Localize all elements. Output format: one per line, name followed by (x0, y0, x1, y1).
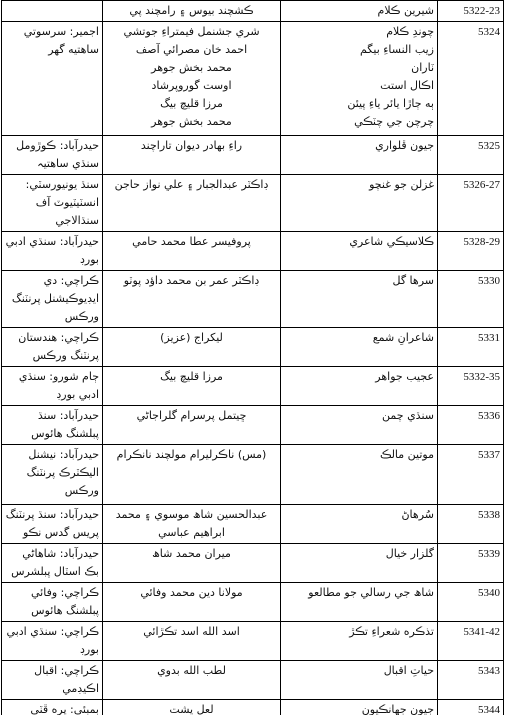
title-text: چوندِ ڪلام (386, 25, 434, 38)
author-cell (103, 622, 281, 661)
author-text: ڪشچند بيوس ۽ رامچند پي (129, 4, 254, 17)
author-text: اوست گوروپرشاد (151, 79, 232, 92)
author-text: ڊاڪٽر عمر بن محمد داؤد پوٽو (123, 274, 260, 287)
title-text: سنڌي چمن (382, 409, 434, 422)
author-text: (مس) ناڪرليرام مولچند نانڪرام (116, 448, 267, 461)
author-cell (103, 406, 281, 445)
title-cell (281, 175, 438, 232)
publisher-cell (2, 22, 103, 136)
title-cell (281, 232, 438, 271)
entry-number-cell (438, 661, 504, 700)
title-text: شاعرانِ شمع (372, 331, 434, 344)
entry-number: 5324 (478, 26, 500, 38)
publisher-text: حيدرآباد: سنڌي ادبي بورڊ (5, 235, 99, 266)
publisher-text: ڄام شورو: سنڌي ادبي بورڊ (18, 370, 99, 401)
author-text: لطب الله بدوي (157, 664, 226, 677)
author-cell (103, 22, 281, 136)
author-cell (103, 700, 281, 715)
author-cell (103, 505, 281, 544)
author-text: ليکراج (عزيز) (160, 331, 223, 344)
author-text: ڇيتمل پرسرام گلراجاڻي (136, 409, 247, 422)
title-text: زيب النساءِ بيگم (359, 43, 434, 56)
title-text: عجيب جواهر (375, 370, 434, 383)
entry-number: 5343 (478, 665, 500, 677)
entry-number: 5331 (478, 332, 500, 344)
title-cell (281, 700, 438, 715)
entry-number: 5326-27 (463, 179, 500, 191)
publisher-cell (2, 406, 103, 445)
author-cell (103, 271, 281, 328)
entry-number: 5344 (478, 704, 500, 715)
publisher-text: سنڌ يونيورسٽي: انسٽيٽيوٽ آف سنڌالاجي (25, 178, 99, 227)
publisher-cell (2, 1, 103, 22)
title-text: شيرين ڪلام (377, 4, 434, 17)
table-row (2, 661, 504, 700)
publisher-text: ڪراچي: وفائي پبلشنگ هائوس (31, 586, 99, 617)
title-cell (281, 505, 438, 544)
publisher-cell (2, 367, 103, 406)
publisher-cell (2, 271, 103, 328)
publisher-text: حيدرآباد: سنڌ پرنٽنگ پريس گدس نڪو (5, 508, 99, 539)
author-cell (103, 232, 281, 271)
entry-number: 5322-23 (463, 5, 500, 17)
entry-number: 5337 (478, 449, 500, 461)
author-text: پروفيسر عطا محمد حامي (132, 235, 251, 248)
entry-number: 5338 (478, 509, 500, 521)
publisher-cell (2, 622, 103, 661)
title-cell (281, 622, 438, 661)
publisher-text: حيدرآباد: شاهاڻي بڪ اسٽال پبلشرس (11, 547, 99, 578)
entry-number-cell (438, 232, 504, 271)
title-text: غزلن جو غنچو (369, 178, 434, 191)
entry-number: 5325 (478, 140, 500, 152)
title-cell (281, 271, 438, 328)
table-row (2, 583, 504, 622)
author-cell (103, 136, 281, 175)
entry-number-cell (438, 445, 504, 505)
title-cell (281, 406, 438, 445)
table-row (2, 700, 504, 715)
table-row (2, 445, 504, 505)
publisher-cell (2, 445, 103, 505)
entry-number-cell (438, 328, 504, 367)
publisher-cell (2, 232, 103, 271)
table-row (2, 505, 504, 544)
publisher-text: حيدرآباد: ڪوڙومل سنڌي ساهتيہ (16, 139, 99, 170)
author-text: احمد خان مصرائي آصف (135, 43, 248, 56)
title-cell (281, 367, 438, 406)
publisher-cell (2, 544, 103, 583)
bibliography-table (1, 0, 504, 715)
entry-number: 5339 (478, 548, 500, 560)
entry-number-cell (438, 544, 504, 583)
publisher-text: ڪراچي: سنڌي ادبي بورڊ (6, 625, 99, 656)
entry-number-cell (438, 367, 504, 406)
title-text: سرها گل (392, 274, 434, 287)
author-cell (103, 367, 281, 406)
table-row (2, 328, 504, 367)
title-text: سُرهاڻ (401, 508, 434, 521)
publisher-text: بمبئي: پره ڦٽي (30, 703, 99, 715)
title-cell (281, 328, 438, 367)
table-body (2, 1, 504, 715)
publisher-text: حيدرآباد: سنڌ پبلشنگ هائوس (31, 409, 99, 440)
author-text: مرزا قليچ بيگ (160, 97, 223, 110)
title-cell (281, 583, 438, 622)
author-text: محمد بخش جوهر (151, 61, 232, 74)
title-cell (281, 445, 438, 505)
author-cell (103, 328, 281, 367)
title-text: موتين مالڪ (379, 448, 434, 461)
title-text: ڪلاسيڪي شاعري (349, 235, 434, 248)
author-cell (103, 583, 281, 622)
table-row (2, 1, 504, 22)
entry-number: 5330 (478, 275, 500, 287)
title-text: جيون ڦلواري (375, 139, 434, 152)
publisher-cell (2, 175, 103, 232)
author-text: راءِ بهادر ديوان تاراچند (140, 139, 243, 152)
title-text: ٻه ڄاڙا يائر ياءِ پيئن (347, 97, 434, 110)
publisher-text: ڪراچي: اقبال اڪيڊمي (34, 664, 99, 695)
author-text: مولانا دين محمد وفائي (140, 586, 243, 599)
title-text: حياتِ اقبال (383, 664, 434, 677)
entry-number-cell (438, 700, 504, 715)
table-row (2, 622, 504, 661)
author-text: اسد الله اسد تڪڙائي (143, 625, 240, 638)
entry-number-cell (438, 622, 504, 661)
publisher-cell (2, 328, 103, 367)
author-cell (103, 661, 281, 700)
author-cell (103, 175, 281, 232)
publisher-text: ڪراچي: دي ايڊيوڪيشنل پرنٽنگ ورڪس (11, 274, 99, 323)
publisher-cell (2, 136, 103, 175)
table-row (2, 544, 504, 583)
table-row (2, 22, 504, 136)
entry-number: 5332-35 (463, 371, 500, 383)
entry-number-cell (438, 271, 504, 328)
title-cell (281, 136, 438, 175)
author-text: لعل پشت (169, 703, 214, 715)
entry-number-cell (438, 22, 504, 136)
table-row (2, 136, 504, 175)
publisher-text: ڪراچي: هندستان پرنٽنگ ورڪس (18, 331, 99, 362)
title-text: تذڪره شعراءِ تڪڙ (349, 625, 434, 638)
publisher-cell (2, 583, 103, 622)
title-cell (281, 661, 438, 700)
author-text: مرزا قليچ بيگ (160, 370, 223, 383)
entry-number-cell (438, 406, 504, 445)
entry-number-cell (438, 505, 504, 544)
author-text: ڊاڪٽر عبدالجبار ۽ علي نواز حاجن (114, 178, 269, 191)
entry-number: 5328-29 (463, 236, 500, 248)
table-row (2, 367, 504, 406)
publisher-cell (2, 505, 103, 544)
title-text: ٽاران (411, 61, 434, 74)
author-cell (103, 445, 281, 505)
table-row (2, 232, 504, 271)
author-text: شري جشنمل فيمتراءِ جوتشي (123, 25, 260, 38)
title-cell (281, 22, 438, 136)
publisher-cell (2, 700, 103, 715)
author-text: محمد بخش جوهر (151, 115, 232, 128)
table-row (2, 406, 504, 445)
title-cell (281, 1, 438, 22)
title-cell (281, 544, 438, 583)
title-text: جيون جهانڪيون (361, 703, 434, 715)
table-row (2, 271, 504, 328)
entry-number: 5340 (478, 587, 500, 599)
author-text: ميران محمد شاھ (152, 547, 231, 560)
entry-number: 5336 (478, 410, 500, 422)
author-text: عبدالحسين شاھ موسوي ۽ محمد ابراهيم عباسي (115, 508, 268, 539)
title-text: چرچن جي چٽڪي (354, 115, 434, 128)
title-text: شاھ جي رسالي جو مطالعو (308, 586, 434, 599)
author-cell (103, 1, 281, 22)
title-text: اڪال استت (380, 79, 434, 92)
publisher-cell (2, 661, 103, 700)
entry-number: 5341-42 (463, 626, 500, 638)
entry-number-cell (438, 175, 504, 232)
entry-number-cell (438, 1, 504, 22)
table-row (2, 175, 504, 232)
title-text: گلزار خيال (385, 547, 434, 560)
entry-number-cell (438, 583, 504, 622)
entry-number-cell (438, 136, 504, 175)
publisher-text: اجمير: سرسوتي ساهتيه گهر (23, 25, 99, 56)
author-cell (103, 544, 281, 583)
publisher-text: حيدرآباد: نيشنل اليڪٽرڪ پرنٽنگ ورڪس (26, 448, 99, 497)
